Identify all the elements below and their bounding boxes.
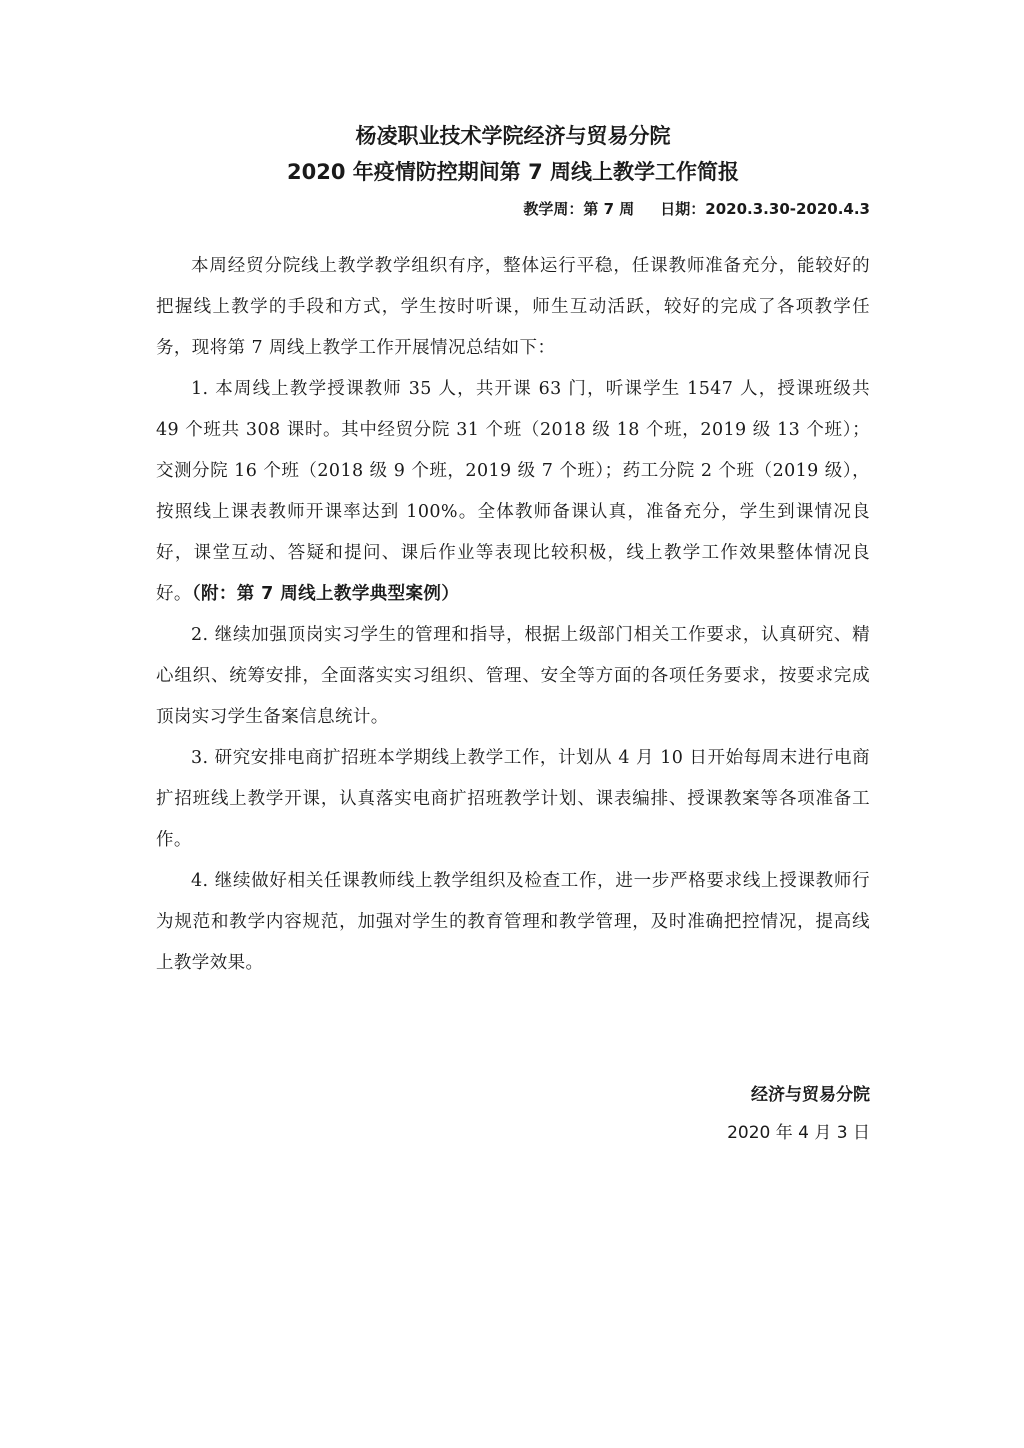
signature-department: 经济与贸易分院 [751, 1085, 870, 1105]
document-meta [156, 194, 870, 224]
date-range: 日期：2020.3.30-2020.4.3 [660, 200, 870, 218]
item-1-text: 1. 本周线上教学授课教师 35 人，共开课 63 门，听课学生 1547 人，授课班级共 49 个班共 308 课时。其中经贸分院 31 个班（2018 级 18 个班，2019 级 13 个班）；交测分院 16 个班（2018 级 9 个班，2019 级 7 个班）；药工分院 2 个班（2019 级），按照线上课表教师开课率达到 100%。全体教师备课认真，准备充分，学生到课情况良好，课堂互动、答疑和提问、课后作业等表现比较积极，线上教学工作效果整体情况良好。 [156, 379, 870, 604]
document-title: 杨凌职业技术学院经济与贸易分院 [355, 124, 671, 148]
document-body [156, 246, 870, 984]
item-1-paragraph [156, 369, 870, 615]
signature-date: 2020 年 4 月 3 日 [727, 1123, 870, 1143]
item-4-paragraph: 4. 继续做好相关任课教师线上教学组织及检查工作，进一步严格要求线上授课教师行为规范和教学内容规范，加强对学生的教育管理和教学管理，及时准确把控情况，提高线上教学效果。 [156, 871, 870, 973]
item-1-attachment-note: （附：第 7 周线上教学典型案例） [191, 584, 460, 604]
intro-paragraph: 本周经贸分院线上教学教学组织有序，整体运行平稳，任课教师准备充分，能较好的把握线上教学的手段和方式，学生按时听课，师生互动活跃，较好的完成了各项教学任务，现将第 7 周线上教学工作开展情况总结如下： [156, 256, 870, 358]
signature-block [727, 1076, 870, 1152]
document-subtitle: 2020 年疫情防控期间第 7 周线上教学工作简报 [287, 160, 739, 184]
item-3-paragraph: 3. 研究安排电商扩招班本学期线上教学工作，计划从 4 月 10 日开始每周末进行电商扩招班线上教学开课，认真落实电商扩招班教学计划、课表编排、授课教案等各项准备工作。 [156, 748, 870, 850]
item-2-paragraph: 2. 继续加强顶岗实习学生的管理和指导，根据上级部门相关工作要求，认真研究、精心组织、统筹安排，全面落实实习组织、管理、安全等方面的各项任务要求，按要求完成顶岗实习学生备案信息统计。 [156, 625, 870, 727]
teaching-week: 教学周：第 7 周 [523, 200, 635, 218]
document-page [156, 118, 870, 1143]
